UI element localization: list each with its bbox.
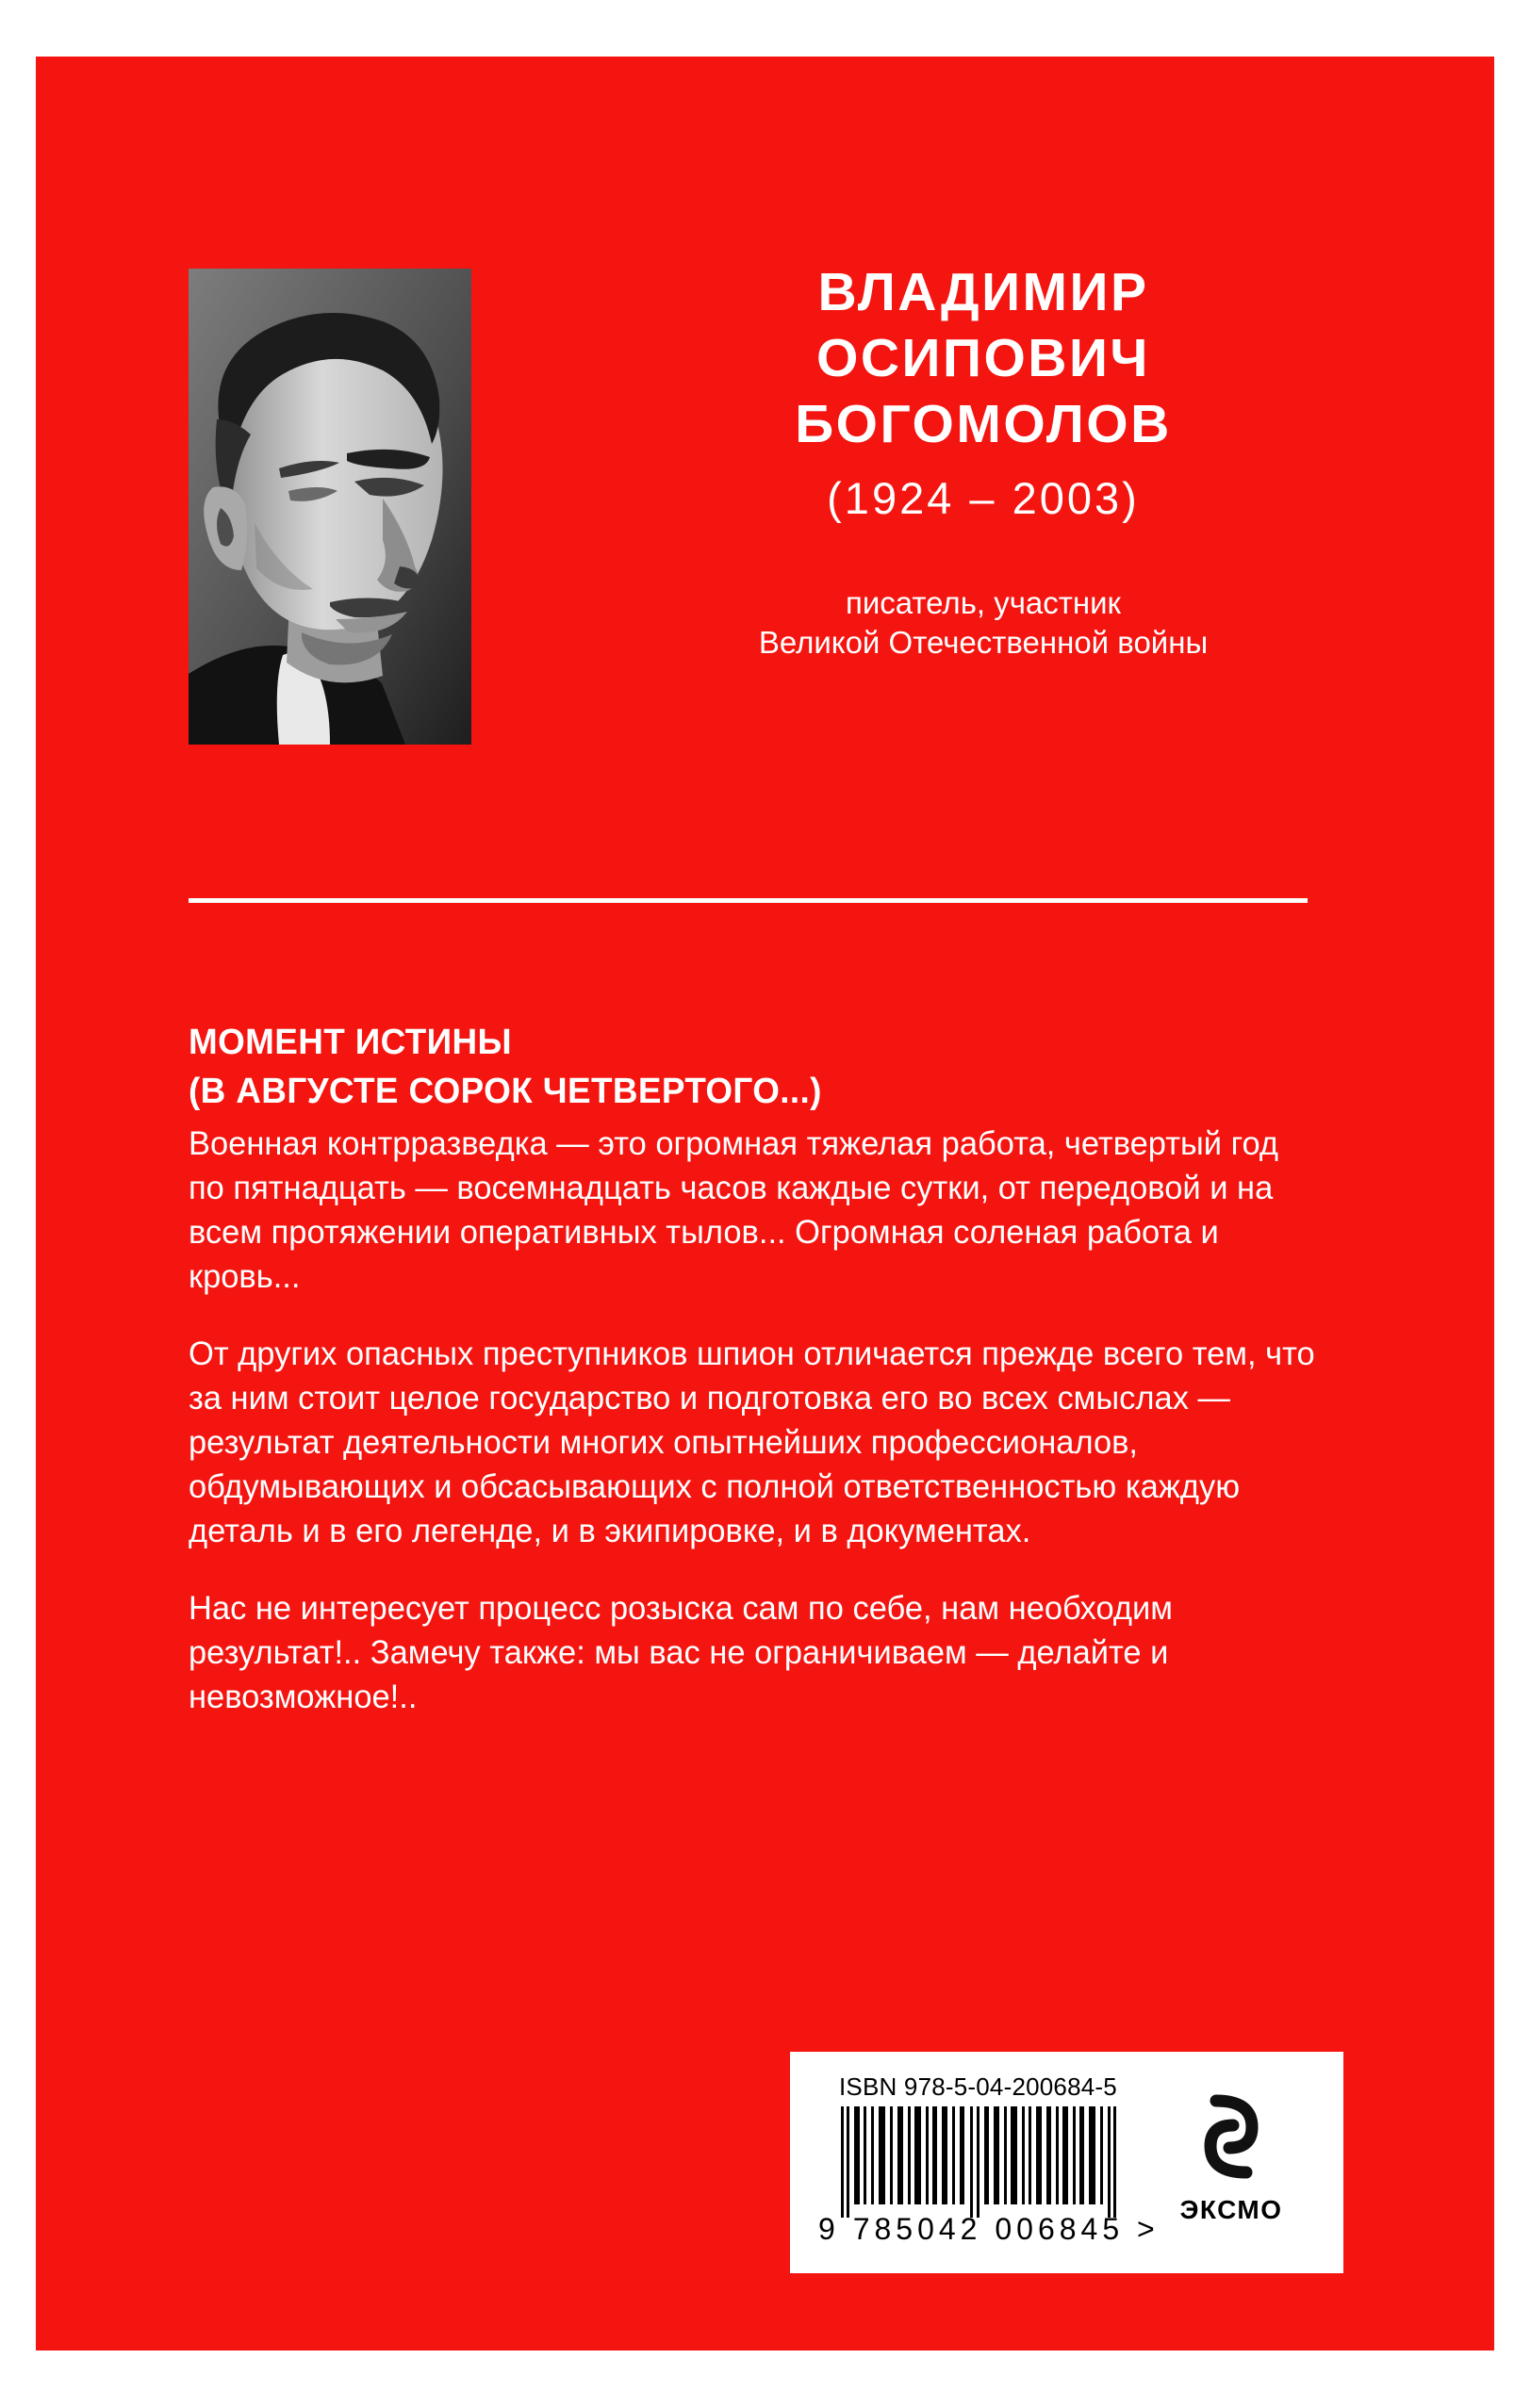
excerpt-title-line-2: (В АВГУСТЕ СОРОК ЧЕТВЕРТОГО...) <box>189 1072 822 1111</box>
author-portrait <box>189 269 471 745</box>
excerpt-title-line-1: МОМЕНТ ИСТИНЫ <box>189 1023 513 1062</box>
book-back-cover <box>36 57 1494 2351</box>
publisher-logo <box>1161 2080 1302 2225</box>
barcode-digits: 9 785042 006845 > <box>818 2212 1160 2246</box>
author-role-line-2: Великой Отечественной войны <box>758 625 1209 660</box>
author-block <box>507 259 1459 663</box>
author-role <box>507 583 1459 663</box>
ean13-barcode <box>839 2106 1131 2218</box>
author-name-line-2: ОСИПОВИЧ <box>816 328 1150 388</box>
author-role-line-1: писатель, участник <box>846 585 1121 620</box>
excerpt-paragraph-1: Военная контрразведка — это огромная тяжелая работа, четвертый год по пятнадцать — восемнадцать часов каждые сутки, от передовой и на всем протяжении оперативных тылов... Огромная соленая работа и кровь... <box>189 1125 1278 1295</box>
isbn-number: ISBN 978-5-04-200684-5 <box>839 2072 1117 2101</box>
excerpt-block <box>189 1018 1334 1752</box>
author-name-line-1: ВЛАДИМИР <box>817 262 1149 322</box>
portrait-image <box>189 269 471 745</box>
author-life-dates: (1924 – 2003) <box>827 473 1140 523</box>
excerpt-paragraph-3: Нас не интересует процесс розыска сам по себе, нам необходим результат!.. Замечу также: мы вас не ограничиваем — делайте и невозможное!.. <box>189 1590 1174 1715</box>
publisher-name: ЭКСМО <box>1179 2195 1283 2224</box>
excerpt-paragraph-2: От других опасных преступников шпион отличается прежде всего тем, что за ним стоит целое государство и подготовка его во всех смыслах — результат деятельности многих опытнейших профессионалов, обдумывающих и обсасывающих с полной ответственностью каждую деталь и в его легенде, и в экипировке, и в документах. <box>189 1335 1315 1549</box>
author-name-line-3: БОГОМОЛОВ <box>795 394 1172 454</box>
exmo-swirl-icon <box>1184 2080 1278 2193</box>
isbn-barcode-box <box>790 2052 1343 2273</box>
horizontal-divider <box>189 898 1308 903</box>
barcode-icon <box>839 2106 1131 2218</box>
